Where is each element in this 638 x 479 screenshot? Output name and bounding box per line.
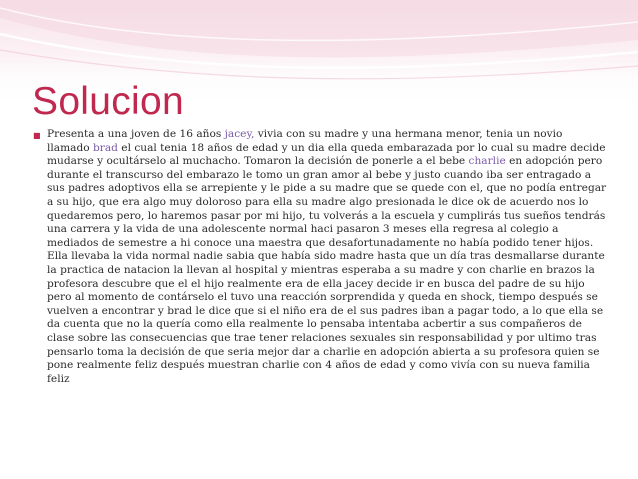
square-bullet-icon: ■ <box>33 131 41 140</box>
bullet-item <box>33 128 607 386</box>
slide-title: Solucion <box>32 80 185 123</box>
name-brad: brad <box>92 141 118 154</box>
text-segment: en adopción pero durante el transcurso del embarazo le tomo un gran amor al bebe y justo cuando iba ser entragado a sus padres adoptivos ella se arrepiente y le pide a su madre que se quede con el, que no podía entregar a su hijo, que era algo muy doloroso para ella su madre algo presionada le dice ok de acuerdo nos lo quedaremos pero, lo haremos pasar por mi hijo, tu volverás a la escuela y cumplirás tus sueños tendrás una carrera y la vida de una adolescente normal haci pasaron 3 meses ella regresa al colegio a mediados de semestre a hi conoce una maestra que desafortunadamente no había podido tener hijos. Ella llevaba la vida normal nadie sabia que había sido madre hasta que un día tras desmallarse durante la practica de natacion la llevan al hospital y mientras esperaba a su madre y con charlie en brazos la profesora descubre que el el hijo realmente era de ella jacey decide ir en busca del padre de su hijo pero al momento de contárselo el tuvo una reacción sorprendida y queda en shock, tiempo después se vuelven a encontrar y brad le dice que si el niño era de el sus padres iban a pagar todo, a lo que ella se da cuenta que no la quería como ella realmente lo pensaba intentaba acbertir a sus compañeros de clase sobre las consecuencias que trae tener relaciones sexuales sin responsabilidad y por ultimo tras pensarlo toma la decisión de que seria mejor dar a charlie en adopción abierta a su profesora quien se pone realmente feliz después muestran charlie con 4 años de edad y como vivía con su nueva familia feliz <box>47 155 607 385</box>
name-charlie: charlie <box>468 155 506 168</box>
content-body <box>33 128 607 386</box>
name-jacey: jacey, <box>224 128 255 140</box>
text-segment: el cual tenia 18 años de edad y un dia ella queda embarazada por lo cual su madre decide mudarse y ocultárselo al muchacho. Tomaron la decisión de ponerle a el bebe <box>47 141 606 168</box>
text-segment: vivia con su madre y una hermana menor, tenia un novio llamado <box>47 128 563 154</box>
text-segment: Presenta a una joven de 16 años <box>47 128 225 140</box>
summary-paragraph <box>47 128 607 386</box>
decorative-swoosh <box>0 0 638 90</box>
